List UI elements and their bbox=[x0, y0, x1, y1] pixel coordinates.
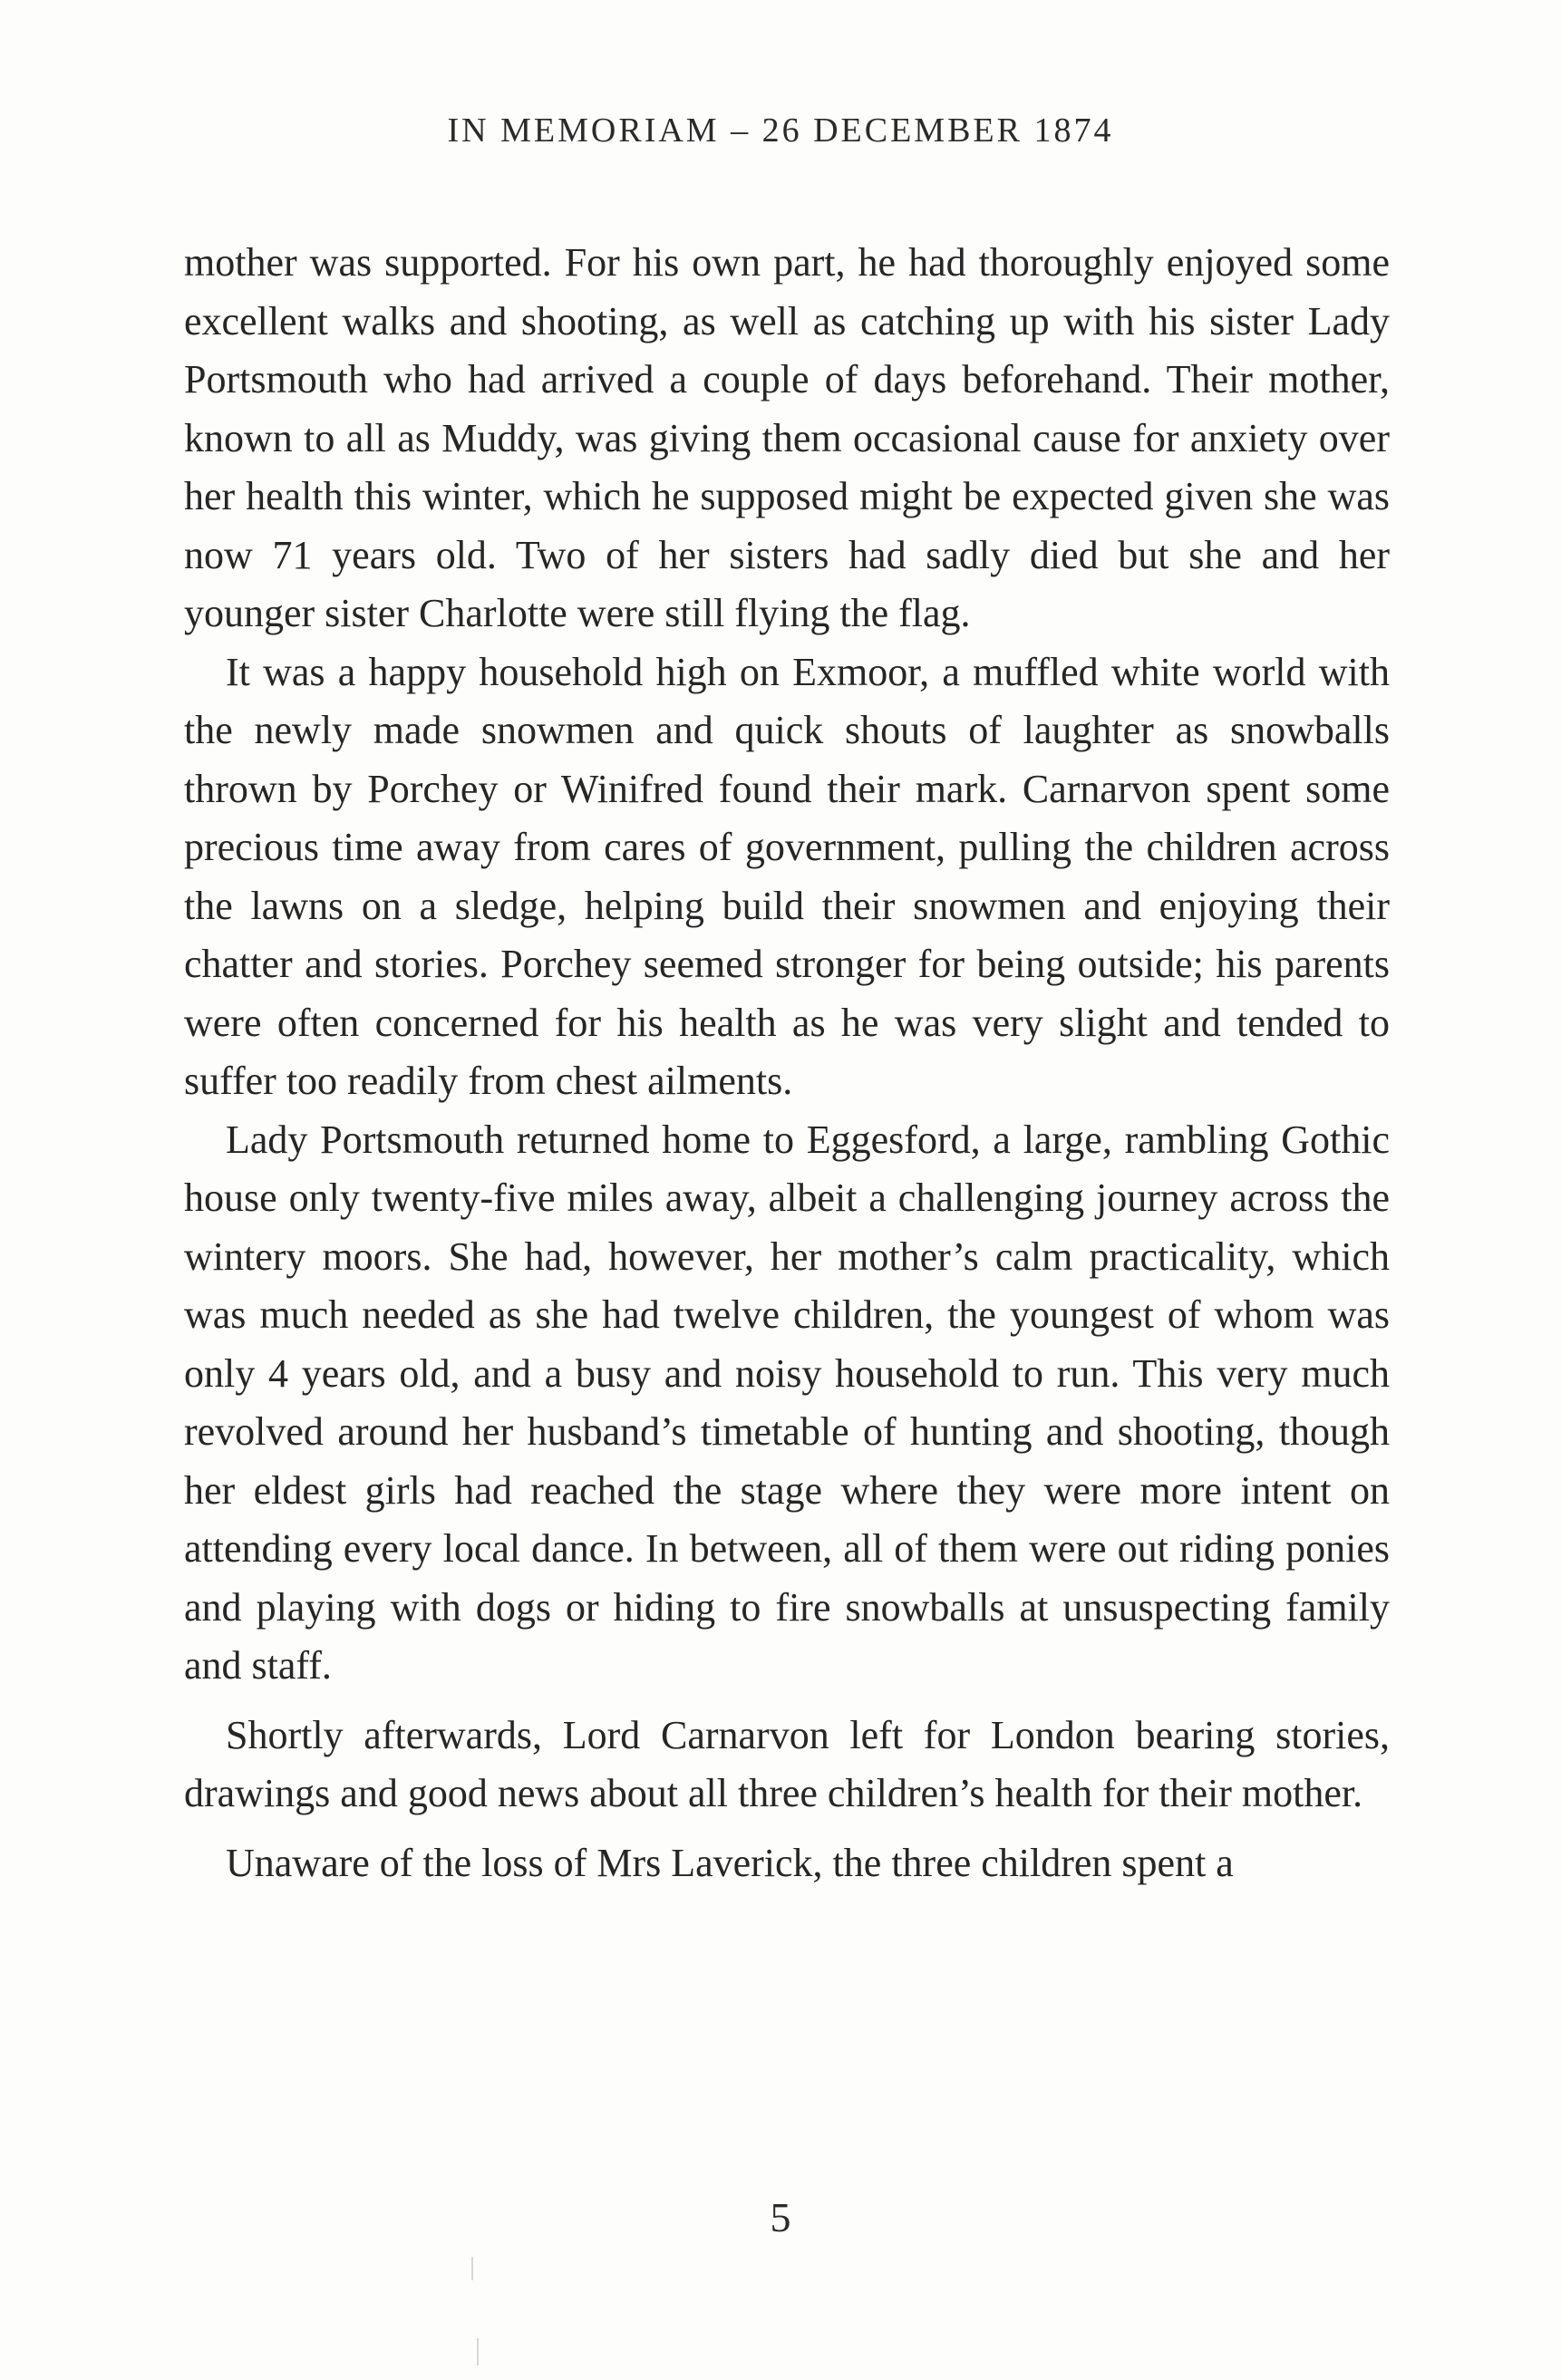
running-head: IN MEMORIAM – 26 DECEMBER 1874 bbox=[447, 111, 1114, 150]
paragraph: Unaware of the loss of Mrs Laverick, the three children spent a bbox=[226, 1840, 1234, 1885]
body-text bbox=[184, 234, 1390, 1892]
paragraph: Lady Portsmouth returned home to Eggesford, a large, rambling Gothic house only twenty-five miles away, albeit a challenging journey across the wintery moors. She had, however, her mother’s calm practicality, which was much needed as she had twelve children, the youngest of whom was only 4 years old, and a busy and noisy household to run. This very much revolved around her husband’s timetable of hunting and shooting, though her eldest girls had reached the stage where they were more intent on attending every local dance. In between, all of them were out riding ponies and playing with dogs or hiding to fire snowballs at unsuspecting family and staff. bbox=[184, 1117, 1390, 1688]
scan-speck bbox=[471, 2257, 473, 2280]
paragraph: Shortly afterwards, Lord Carnarvon left for London bearing stories, drawings and good news about all three children’s health for their mother. bbox=[184, 1712, 1390, 1815]
page-number: 5 bbox=[770, 2194, 791, 2240]
paragraph: It was a happy household high on Exmoor, a muffled white world with the newly made snowmen and quick shouts of laughter as snowballs thrown by Porchey or Winifred found their mark. Carnarvon spent some precious time away from cares of government, pulling the children across the lawns on a sledge, helping build their snowmen and enjoying their chatter and stories. Porchey seemed stronger for being outside; his parents were often concerned for his health as he was very slight and tended to suffer too readily from chest ailments. bbox=[184, 649, 1390, 1103]
paragraph-continued: mother was supported. For his own part, he had thoroughly enjoyed some excellent walks and shooting, as well as catching up with his sister Lady Portsmouth who had arrived a couple of days beforehand. Their mother, known to all as Muddy, was giving them occasional cause for anxiety over her health this winter, which he supposed might be expected given she was now 71 years old. Two of her sisters had sadly died but she and her younger sister Charlotte were still flying the flag. bbox=[184, 240, 1390, 635]
scan-speck bbox=[477, 2338, 479, 2365]
